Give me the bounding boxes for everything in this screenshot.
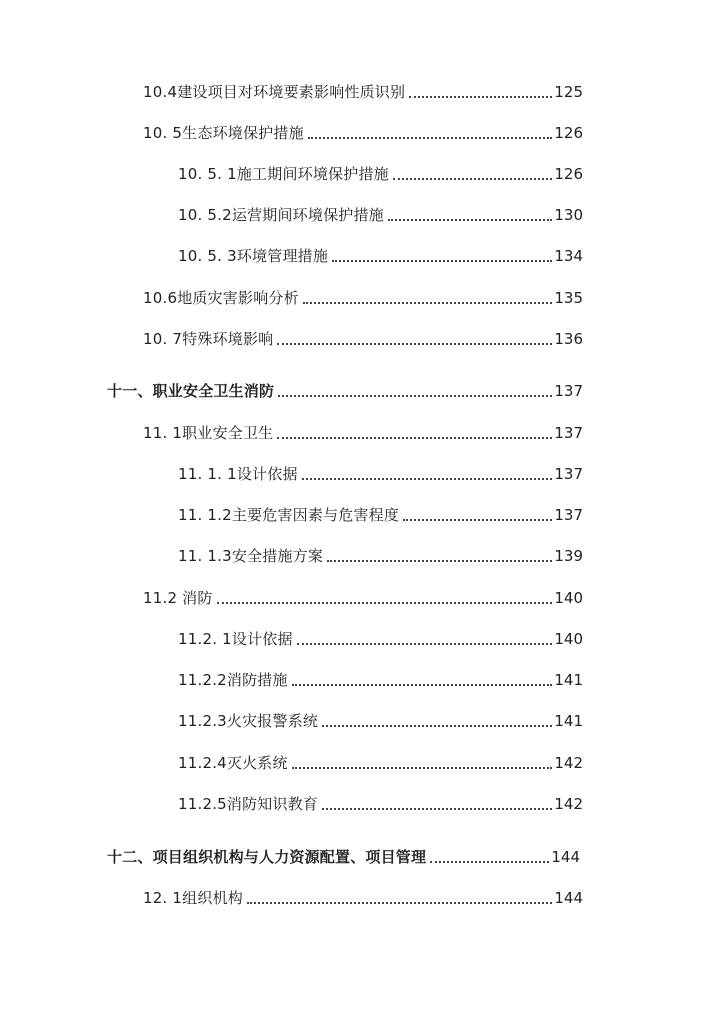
toc-entry-page: 126 (554, 165, 583, 183)
toc-leader-dots (277, 342, 552, 345)
toc-entry-label: 11. 1.3安全措施方案 (178, 547, 324, 565)
toc-leader-dots (409, 95, 552, 98)
toc-entry-page: 134 (554, 247, 583, 265)
toc-entry-label: 11.2 消防 (143, 589, 213, 607)
toc-leader-dots (297, 642, 553, 645)
toc-entry[interactable] (143, 419, 583, 443)
toc-entry-label: 十一、职业安全卫生消防 (107, 382, 275, 400)
toc-entry-label: 11. 1职业安全卫生 (143, 424, 274, 442)
toc-entry-page: 130 (554, 206, 583, 224)
toc-entry[interactable] (178, 625, 583, 649)
toc-entry-page: 137 (554, 382, 583, 400)
toc-leader-dots (327, 559, 552, 562)
toc-entry-label: 10. 5生态环境保护措施 (143, 124, 304, 142)
toc-leader-dots (292, 683, 553, 686)
toc-leader-dots (302, 477, 553, 480)
toc-leader-dots (388, 218, 552, 221)
toc-entry-label: 十二、项目组织机构与人力资源配置、项目管理 (107, 848, 427, 866)
toc-entry[interactable] (178, 790, 583, 814)
toc-leader-dots (393, 177, 553, 180)
toc-entry[interactable] (178, 749, 583, 773)
toc-entry[interactable] (143, 325, 583, 349)
toc-entry-page: 142 (554, 795, 583, 813)
toc-entry-label: 11.2.2消防措施 (178, 671, 288, 689)
toc-entry-page: 144 (551, 848, 580, 866)
toc-entry-page: 142 (554, 754, 583, 772)
toc-entry[interactable] (143, 78, 583, 102)
toc-entry[interactable] (178, 501, 583, 525)
toc-leader-dots (303, 301, 553, 304)
toc-entry-page: 137 (554, 506, 583, 524)
toc-entry-page: 139 (554, 547, 583, 565)
toc-leader-dots (332, 259, 552, 262)
toc-entry-page: 125 (554, 83, 583, 101)
toc-entry-label: 11.2.3火灾报警系统 (178, 712, 319, 730)
toc-leader-dots (322, 807, 552, 810)
toc-entry[interactable] (143, 584, 583, 608)
toc-entry-label: 11.2. 1设计依据 (178, 630, 293, 648)
toc-entry-page: 140 (554, 589, 583, 607)
toc-entry-page: 137 (554, 465, 583, 483)
toc-leader-dots (292, 766, 553, 769)
toc-entry-label: 11.2.4灭火系统 (178, 754, 288, 772)
toc-entry-page: 135 (554, 289, 583, 307)
toc-leader-dots (403, 518, 552, 521)
toc-leader-dots (247, 901, 552, 904)
toc-entry-label: 10. 5. 1施工期间环境保护措施 (178, 165, 389, 183)
toc-entry-page: 144 (554, 889, 583, 907)
toc-entry-page: 141 (554, 712, 583, 730)
toc-leader-dots (322, 724, 552, 727)
toc-entry[interactable] (178, 242, 583, 266)
toc-leader-dots (277, 436, 552, 439)
toc-entry-label: 11. 1. 1设计依据 (178, 465, 298, 483)
toc-entry-label: 10.4建设项目对环境要素影响性质识别 (143, 83, 406, 101)
toc-leader-dots (278, 394, 552, 397)
toc-entry[interactable] (178, 160, 583, 184)
toc-leader-dots (217, 601, 553, 604)
toc-entry-label: 10. 7特殊环境影响 (143, 330, 274, 348)
toc-entry[interactable] (143, 284, 583, 308)
toc-chapter-entry[interactable] (107, 377, 583, 401)
toc-leader-dots (308, 136, 553, 139)
toc-entry[interactable] (178, 707, 583, 731)
toc-leader-dots (430, 860, 549, 863)
toc-entry-label: 11. 1.2主要危害因素与危害程度 (178, 506, 400, 524)
toc-entry-page: 126 (554, 124, 583, 142)
toc-entry-label: 10. 5. 3环境管理措施 (178, 247, 329, 265)
toc-entry[interactable] (178, 201, 583, 225)
toc-entry-label: 10. 5.2运营期间环境保护措施 (178, 206, 384, 224)
toc-entry[interactable] (178, 542, 583, 566)
toc-entry[interactable] (143, 884, 583, 908)
toc-entry-label: 12. 1组织机构 (143, 889, 243, 907)
toc-entry[interactable] (178, 460, 583, 484)
toc-entry-page: 141 (554, 671, 583, 689)
toc-entry-page: 140 (554, 630, 583, 648)
toc-chapter-entry[interactable] (107, 843, 580, 867)
toc-entry-label: 11.2.5消防知识教育 (178, 795, 319, 813)
toc-entry[interactable] (178, 666, 583, 690)
toc-entry-page: 136 (554, 330, 583, 348)
toc-entry-label: 10.6地质灾害影响分析 (143, 289, 299, 307)
toc-entry-page: 137 (554, 424, 583, 442)
toc-entry[interactable] (143, 119, 583, 143)
